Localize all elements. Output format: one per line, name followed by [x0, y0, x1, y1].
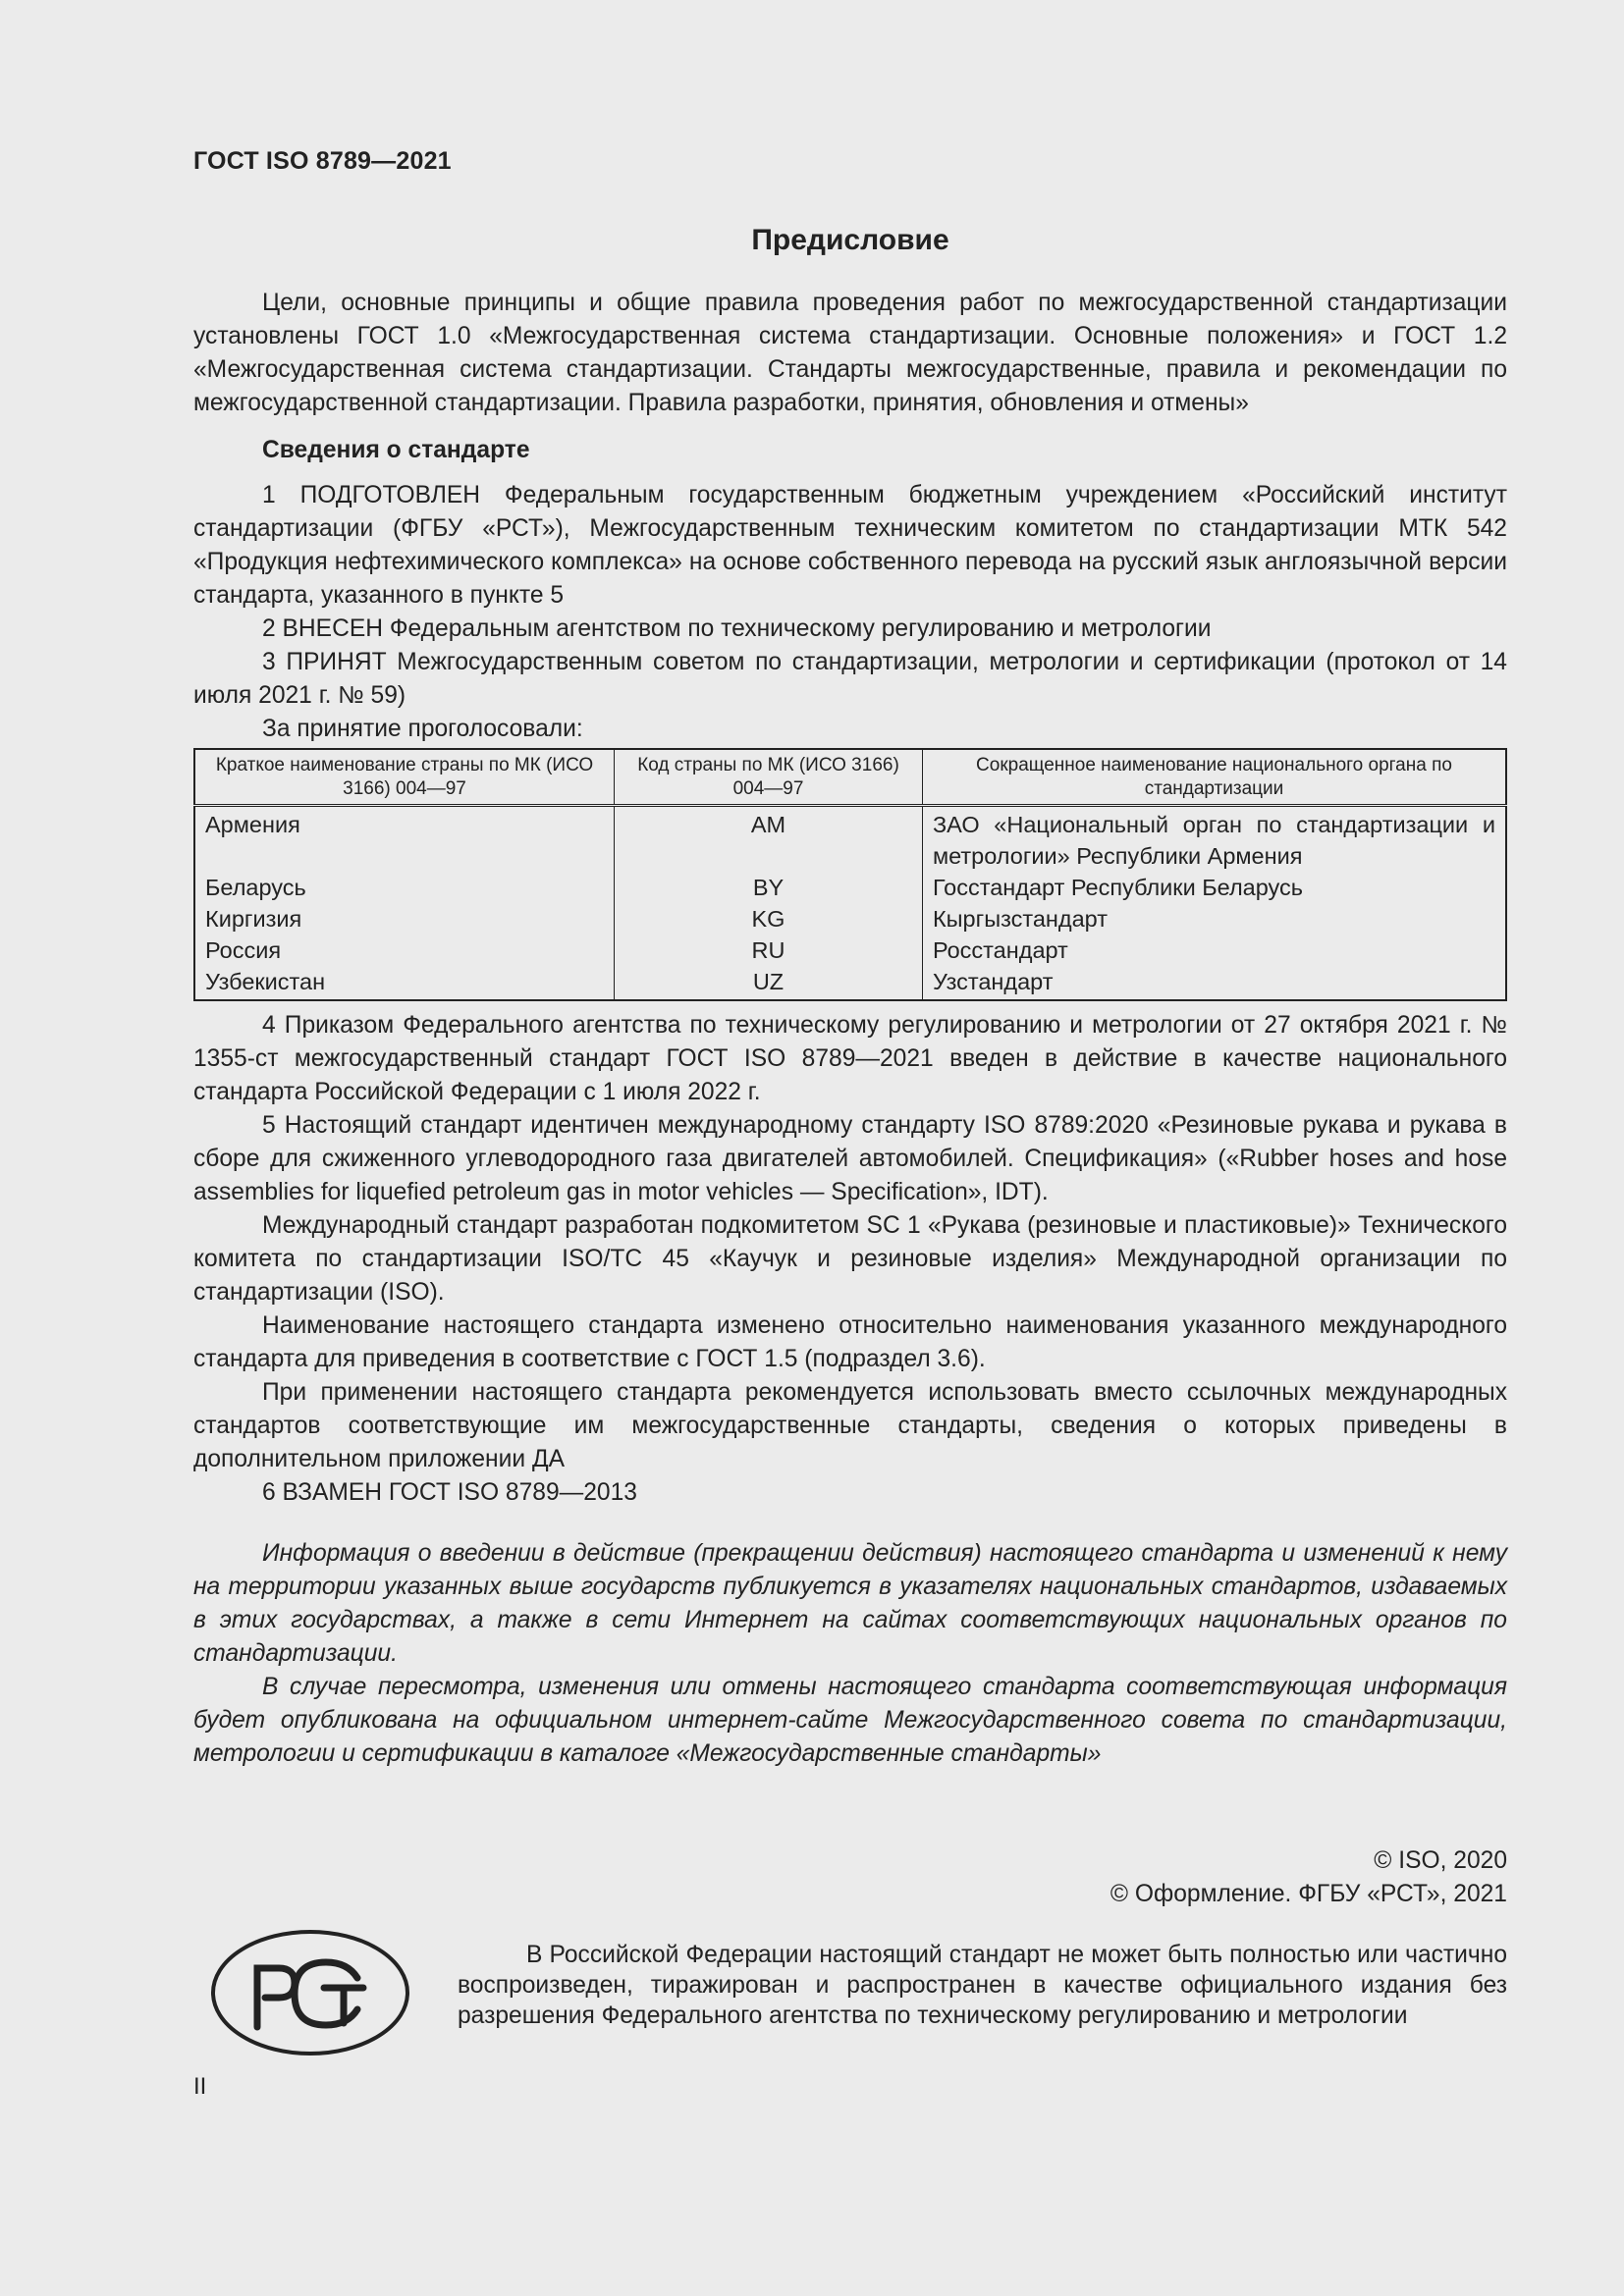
code-cell: AM: [615, 806, 923, 873]
voting-countries-table: [193, 748, 1507, 1001]
organ-cell: Госстандарт Республики Беларусь: [922, 872, 1506, 903]
item-1-paragraph: 1 ПОДГОТОВЛЕН Федеральным государственным бюджетным учреждением «Российский институт стандартизации (ФГБУ «РСТ»), Межгосударственным техническим комитетом по стандартизации МТК 542 «Продукция нефтехимического комплекса» на основе собственного перевода на русский язык англоязычной версии стандарта, указанного в пункте 5: [193, 482, 1507, 609]
item-5-references: При применении настоящего стандарта рекомендуется использовать вместо ссылочных международных стандартов соответствующие им межгосударственные стандарты, сведения о которых приведены в дополнительном приложении ДА: [193, 1379, 1507, 1472]
section-heading: Сведения о стандарте: [262, 437, 530, 463]
item-6-paragraph: 6 ВЗАМЕН ГОСТ ISO 8789—2013: [262, 1479, 637, 1506]
item-4-paragraph: 4 Приказом Федерального агентства по техническому регулированию и метрологии от 27 октября 2021 г. № 1355-ст межгосударственный стандарт ГОСТ ISO 8789—2021 введен в действие в качестве национального стандарта Российской Федерации с 1 июля 2022 г.: [193, 1012, 1507, 1105]
country-cell: Беларусь: [194, 872, 615, 903]
organ-cell: Росстандарт: [922, 934, 1506, 966]
intro-paragraph: Цели, основные принципы и общие правила проведения работ по межгосударственной стандартизации установлены ГОСТ 1.0 «Межгосударственная система стандартизации. Основные положения» и ГОСТ 1.2 «Межгосударственная система стандартизации. Стандарты межгосударственные, правила и рекомендации по межгосударственной стандартизации. Правила разработки, принятия, обновления и отмены»: [193, 290, 1507, 416]
table-header-code: Код страны по МК (ИСО 3166) 004—97: [615, 749, 923, 806]
organ-cell: ЗАО «Национальный орган по стандартизации и метрологии» Республики Армения: [922, 806, 1506, 873]
item-5-paragraph: 5 Настоящий стандарт идентичен международному стандарту ISO 8789:2020 «Резиновые рукава и рукава в сборе для сжиженного углеводородного газа двигателей автомобилей. Спецификация» («Rubber hoses and hose assemblies for liquefied petroleum gas in motor vehicles — Specification», IDT).: [193, 1112, 1507, 1205]
item-2-paragraph: 2 ВНЕСЕН Федеральным агентством по техническому регулированию и метрологии: [262, 615, 1212, 642]
code-cell: RU: [615, 934, 923, 966]
table-row: [194, 934, 1506, 966]
country-cell: Армения: [194, 806, 615, 873]
voted-label: За принятие проголосовали:: [262, 716, 583, 742]
country-cell: Россия: [194, 934, 615, 966]
code-cell: UZ: [615, 966, 923, 1000]
country-cell: Узбекистан: [194, 966, 615, 1000]
organ-cell: Узстандарт: [922, 966, 1506, 1000]
table-row: [194, 806, 1506, 873]
info-note-2: В случае пересмотра, изменения или отмены настоящего стандарта соответствующая информация будет опубликована на официальном интернет-сайте Межгосударственного совета по стандартизации, метрологии и сертификации в каталоге «Межгосударственные стандарты»: [193, 1674, 1507, 1767]
organ-cell: Кыргызстандарт: [922, 903, 1506, 934]
table-header-row: [194, 749, 1506, 806]
page-title: Предисловие: [751, 224, 949, 256]
table-header-country: Краткое наименование страны по МК (ИСО 3166) 004—97: [194, 749, 615, 806]
copyright-rst: © Оформление. ФГБУ «РСТ», 2021: [1110, 1881, 1507, 1907]
rst-logo-icon: [210, 1929, 410, 2056]
reproduction-notice: В Российской Федерации настоящий стандарт не может быть полностью или частично воспроизведен, тиражирован и распространен в качестве официального издания без разрешения Федерального агентства по техническому регулированию и метрологии: [458, 1942, 1507, 2029]
item-5-iso-info: Международный стандарт разработан подкомитетом SC 1 «Рукава (резиновые и пластиковые)» Технического комитета по стандартизации ISO/TC 45 «Каучук и резиновые изделия» Международной организации по стандартизации (ISO).: [193, 1212, 1507, 1306]
table-row: [194, 872, 1506, 903]
info-note-1: Информация о введении в действие (прекращении действия) настоящего стандарта и изменений к нему на территории указанных выше государств публикуется в указателях национальных стандартов, издаваемых в этих государствах, а также в сети Интернет на сайтах соответствующих национальных органов по стандартизации.: [193, 1540, 1507, 1667]
item-3-paragraph: 3 ПРИНЯТ Межгосударственным советом по стандартизации, метрологии и сертификации (протокол от 14 июля 2021 г. № 59): [193, 649, 1507, 709]
table-row: [194, 903, 1506, 934]
document-code: ГОСТ ISO 8789—2021: [193, 147, 452, 175]
copyright-block: [1110, 1844, 1507, 1911]
page-number: II: [193, 2073, 207, 2100]
code-cell: KG: [615, 903, 923, 934]
document-body: [193, 287, 1507, 1771]
country-cell: Киргизия: [194, 903, 615, 934]
item-5-title-change: Наименование настоящего стандарта изменено относительно наименования указанного международного стандарта для приведения в соответствие с ГОСТ 1.5 (подраздел 3.6).: [193, 1312, 1507, 1372]
table-row: [194, 966, 1506, 1000]
code-cell: BY: [615, 872, 923, 903]
copyright-iso: © ISO, 2020: [1374, 1847, 1507, 1874]
table-header-organ: Сокращенное наименование национального органа по стандартизации: [922, 749, 1506, 806]
